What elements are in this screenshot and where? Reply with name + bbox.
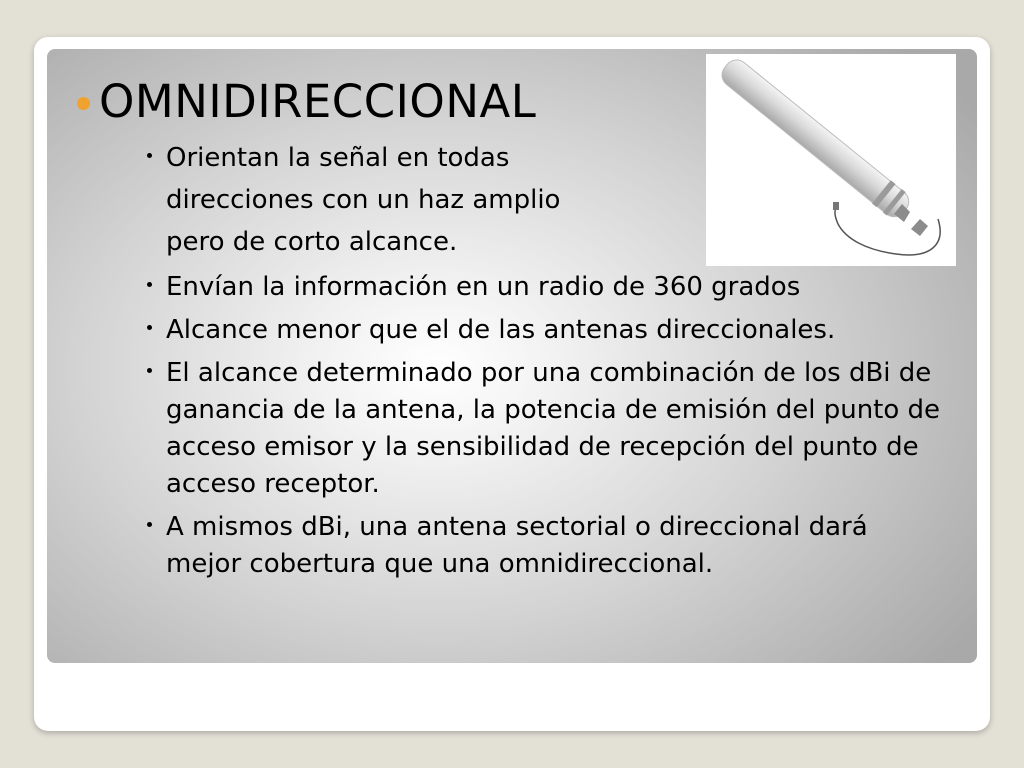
- list-item: [143, 269, 943, 306]
- bullet-dot-icon: [147, 368, 152, 373]
- list-item: [143, 355, 943, 503]
- title-row: [77, 75, 536, 128]
- bullet-text: Alcance menor que el de las antenas direccionales.: [166, 315, 836, 345]
- bullet-dot-icon: [147, 282, 152, 287]
- slide-title: OMNIDIRECCIONAL: [99, 75, 537, 128]
- list-item: [143, 509, 943, 583]
- bullet-text: Envían la información en un radio de 360 grados: [166, 272, 801, 302]
- bullet-dot-icon: [147, 522, 152, 527]
- bullet-list: [143, 137, 943, 589]
- bullet-text: Orientan la señal en todas direcciones con un haz amplio pero de corto alcance.: [166, 143, 561, 257]
- list-item: [143, 312, 943, 349]
- bullet-dot-icon: [147, 153, 152, 158]
- list-item: [143, 137, 626, 263]
- bullet-dot-icon: [147, 325, 152, 330]
- slide-panel: [47, 49, 977, 663]
- orange-bullet-icon: [77, 97, 90, 110]
- bullet-text: El alcance determinado por una combinación de los dBi de ganancia de la antena, la potencia de emisión del punto de acceso emisor y la sensibilidad de recepción del punto de acceso receptor.: [166, 358, 941, 499]
- bullet-text: A mismos dBi, una antena sectorial o direccional dará mejor cobertura que una omnidireccional.: [166, 512, 868, 579]
